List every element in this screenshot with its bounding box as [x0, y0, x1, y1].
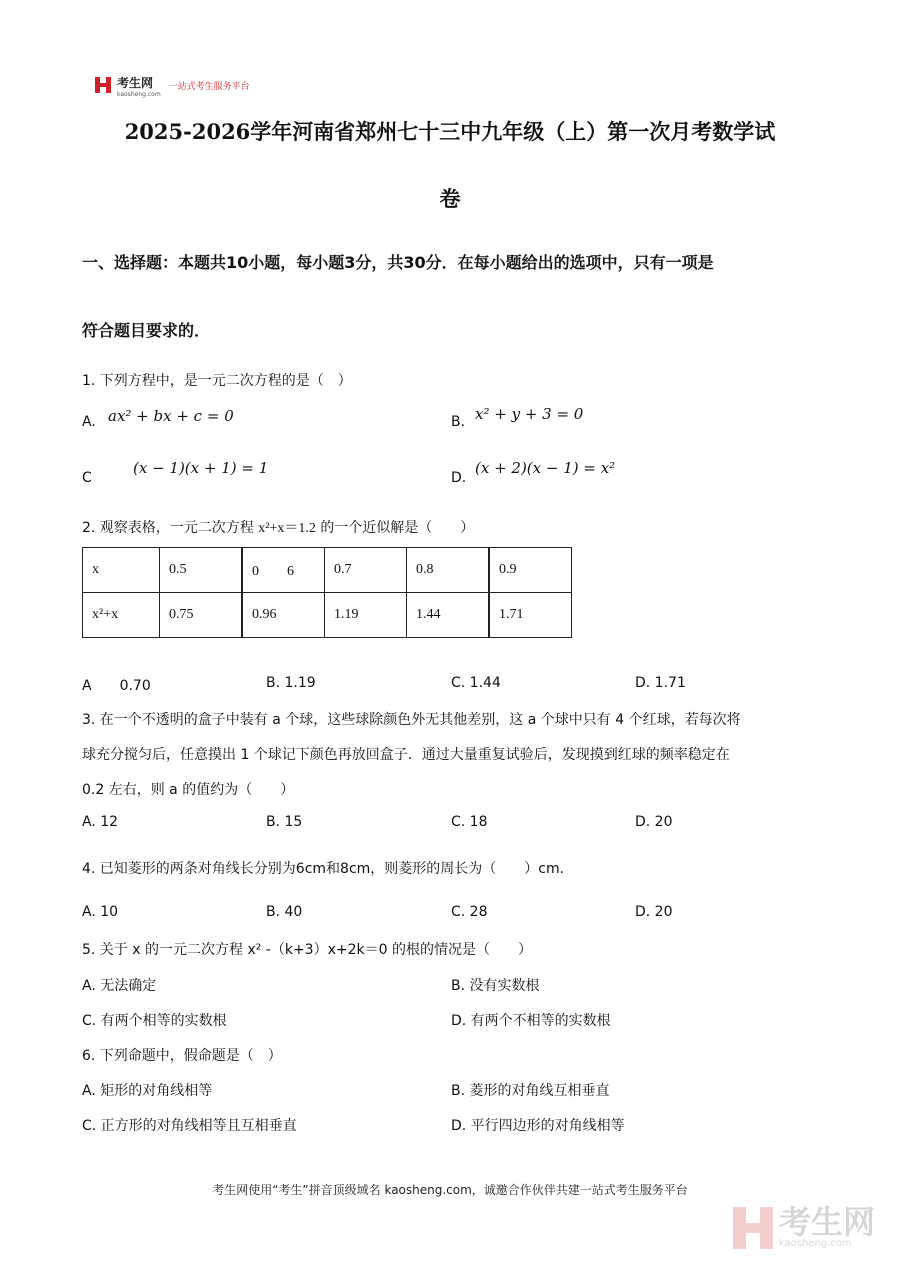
- q6-option-c: C. 正方形的对角线相等且互相垂直: [82, 1118, 297, 1134]
- q1-option-b-label: B.: [451, 414, 466, 430]
- q3-option-a: A. 12: [82, 814, 119, 830]
- q1-option-a-label: A.: [82, 414, 96, 430]
- q1-option-a-math: ax² + bx + c = 0: [108, 407, 234, 425]
- q1-option-d-math: (x + 2)(x − 1) = x²: [475, 459, 616, 477]
- q3-line2: 球充分搅匀后，任意摸出 1 个球记下颜色再放回盒子．通过大量重复试验后，发现摸到红球的频率稳定在: [82, 747, 730, 763]
- q1-option-b-math: x² + y + 3 = 0: [475, 405, 584, 423]
- q2-stem-math: x²+x＝1.2: [258, 521, 316, 536]
- table-cell: 0.7: [325, 548, 407, 593]
- q2-table: [82, 547, 572, 638]
- table-cell: 1.44: [407, 593, 490, 638]
- section-heading-line2: 符合题目要求的．: [82, 321, 211, 340]
- logo-slogan: 一站式考生服务平台: [168, 81, 250, 92]
- watermark-name: 考生网: [778, 1203, 875, 1241]
- q2-stem-post: 的一个近似解是（ ）: [320, 520, 475, 536]
- q2-option-a: A 0.70: [82, 678, 151, 694]
- q6-stem: 6. 下列命题中，假命题是（ ）: [82, 1048, 282, 1064]
- logo-mark-icon: [95, 77, 111, 93]
- q1-option-c-math: (x − 1)(x + 1) = 1: [133, 459, 269, 477]
- q2-option-c: C. 1.44: [451, 675, 501, 691]
- table-cell: 1.71: [489, 593, 572, 638]
- q4-option-d: D. 20: [635, 904, 673, 920]
- watermark: [733, 1203, 875, 1249]
- q6-option-d: D. 平行四边形的对角线相等: [451, 1118, 625, 1134]
- table-cell: 0 6: [242, 548, 325, 593]
- q4-option-c: C. 28: [451, 904, 488, 920]
- page-title-line2: 卷: [439, 186, 461, 211]
- table-cell: x²+x: [83, 593, 160, 638]
- q1-option-c-label: C: [82, 470, 92, 486]
- table-row: [83, 548, 572, 593]
- q5-option-c: C. 有两个相等的实数根: [82, 1013, 227, 1029]
- q6-option-a: A. 矩形的对角线相等: [82, 1083, 213, 1099]
- q2-option-b: B. 1.19: [266, 675, 316, 691]
- q5-option-b: B. 没有实数根: [451, 978, 540, 994]
- q2-option-d: D. 1.71: [635, 675, 686, 691]
- q1-stem: 1. 下列方程中，是一元二次方程的是（ ）: [82, 373, 352, 389]
- q4-option-b: B. 40: [266, 904, 303, 920]
- table-cell: 0.5: [160, 548, 243, 593]
- watermark-logo-icon: [733, 1207, 773, 1249]
- q5-option-d: D. 有两个不相等的实数根: [451, 1013, 611, 1029]
- table-cell: 0.75: [160, 593, 243, 638]
- q6-option-b: B. 菱形的对角线互相垂直: [451, 1083, 610, 1099]
- q3-option-d: D. 20: [635, 814, 673, 830]
- table-cell: 1.19: [325, 593, 407, 638]
- q3-line1: 3. 在一个不透明的盒子中装有 a 个球，这些球除颜色外无其他差别，这 a 个球中只有 4 个红球，若每次将: [82, 712, 741, 728]
- q2-stem: [82, 517, 474, 537]
- q5-option-a: A. 无法确定: [82, 978, 157, 994]
- q4-option-a: A. 10: [82, 904, 119, 920]
- logo-domain: kaosheng.com: [117, 91, 161, 98]
- q2-stem-pre: 2. 观察表格，一元二次方程: [82, 520, 254, 536]
- logo-brand: 考生网: [117, 76, 154, 90]
- q3-line3: 0.2 左右，则 a 的值约为（ ）: [82, 782, 295, 798]
- page-footer: 考生网使用“考生”拼音顶级域名 kaosheng.com，诚邀合作伙伴共建一站式考生服务平台: [212, 1183, 688, 1197]
- q1-option-d-label: D.: [451, 470, 467, 486]
- section-heading-line1: 一、选择题：本题共10小题，每小题3分，共30分．在每小题给出的选项中，只有一项是: [82, 253, 714, 272]
- q3-option-c: C. 18: [451, 814, 488, 830]
- table-cell: 0.8: [407, 548, 490, 593]
- page-title-line1: 2025-2026学年河南省郑州七十三中九年级（上）第一次月考数学试: [124, 119, 776, 144]
- q3-option-b: B. 15: [266, 814, 303, 830]
- table-cell: 0.96: [242, 593, 325, 638]
- watermark-domain: kaosheng.com: [778, 1238, 852, 1249]
- table-row: [83, 593, 572, 638]
- q4-stem: 4. 已知菱形的两条对角线长分别为6cm和8cm，则菱形的周长为（ ）cm．: [82, 861, 574, 877]
- table-cell: 0.9: [489, 548, 572, 593]
- table-cell: x: [83, 548, 160, 593]
- q5-stem: 5. 关于 x 的一元二次方程 x² -（k+3）x+2k＝0 的根的情况是（ ）: [82, 942, 532, 958]
- header-logo: [95, 72, 250, 98]
